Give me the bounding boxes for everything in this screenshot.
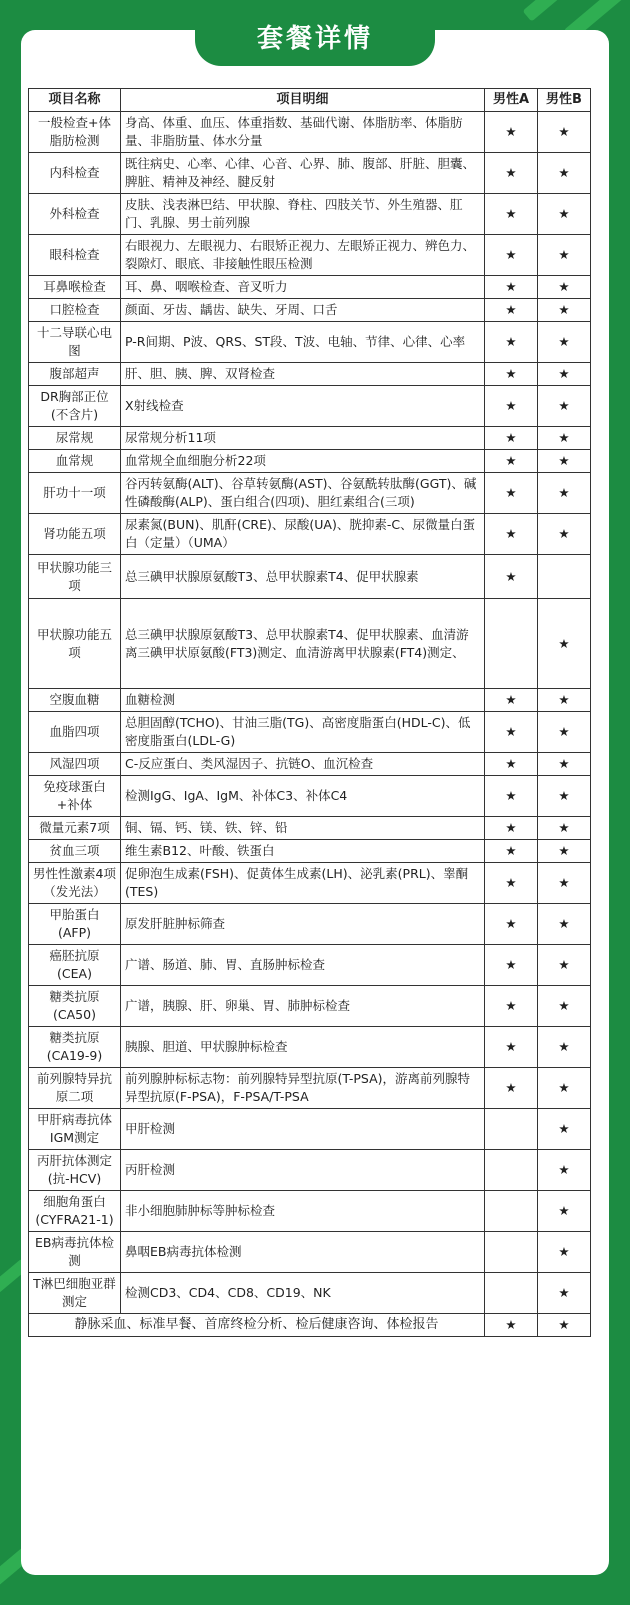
mark-male-b: ★ [538, 153, 591, 194]
mark-male-a: ★ [485, 817, 538, 840]
item-detail: 非小细胞肺肿标等肿标检查 [121, 1191, 485, 1232]
item-detail: 广谱、肠道、肺、胃、直肠肿标检查 [121, 945, 485, 986]
mark-male-b: ★ [538, 235, 591, 276]
table-row [29, 1150, 591, 1191]
table-row [29, 450, 591, 473]
mark-male-b: ★ [538, 1273, 591, 1314]
item-name: 血常规 [29, 450, 121, 473]
item-detail: 耳、鼻、咽喉检查、音叉听力 [121, 276, 485, 299]
item-name: 微量元素7项 [29, 817, 121, 840]
mark-male-a: ★ [485, 194, 538, 235]
item-detail: 鼻咽EB病毒抗体检测 [121, 1232, 485, 1273]
item-detail: 原发肝脏肿标筛查 [121, 904, 485, 945]
mark-male-b: ★ [538, 363, 591, 386]
item-name: 尿常规 [29, 427, 121, 450]
item-name: 男性性激素4项（发光法） [29, 863, 121, 904]
banner-notch-right [435, 12, 449, 26]
mark-male-a: ★ [485, 386, 538, 427]
item-detail: C-反应蛋白、类风湿因子、抗链O、血沉检查 [121, 753, 485, 776]
table-row [29, 514, 591, 555]
item-name: 贫血三项 [29, 840, 121, 863]
item-name: 甲胎蛋白(AFP) [29, 904, 121, 945]
mark-male-b: ★ [538, 1109, 591, 1150]
mark-male-a: ★ [485, 450, 538, 473]
table-row [29, 235, 591, 276]
mark-male-a: ★ [485, 276, 538, 299]
item-name: 甲肝病毒抗体IGM测定 [29, 1109, 121, 1150]
table-row [29, 194, 591, 235]
mark-male-a: ★ [485, 427, 538, 450]
item-name: 十二导联心电图 [29, 322, 121, 363]
table-row [29, 776, 591, 817]
mark-male-a: ★ [485, 514, 538, 555]
item-detail: 肝、胆、胰、脾、双肾检查 [121, 363, 485, 386]
mark-male-b: ★ [538, 712, 591, 753]
item-name: 内科检查 [29, 153, 121, 194]
table-row [29, 1191, 591, 1232]
mark-male-a: ★ [485, 235, 538, 276]
item-name: 外科检查 [29, 194, 121, 235]
table-body [29, 112, 591, 1314]
mark-male-b: ★ [538, 817, 591, 840]
mark-male-a: ★ [485, 712, 538, 753]
item-detail: 前列腺肿标标志物：前列腺特异型抗原(T-PSA)，游离前列腺特异型抗原(F-PSA)，F-PSA/T-PSA [121, 1068, 485, 1109]
table-row [29, 322, 591, 363]
item-detail: P-R间期、P波、QRS、ST段、T波、电轴、节律、心律、心率 [121, 322, 485, 363]
table-row [29, 840, 591, 863]
item-detail: 促卵泡生成素(FSH)、促黄体生成素(LH)、泌乳素(PRL)、睾酮(TES) [121, 863, 485, 904]
item-detail: 颜面、牙齿、龋齿、缺失、牙周、口舌 [121, 299, 485, 322]
item-name: 耳鼻喉检查 [29, 276, 121, 299]
item-name: 一般检查+体脂肪检测 [29, 112, 121, 153]
item-name: 丙肝抗体测定(抗-HCV) [29, 1150, 121, 1191]
table-row [29, 599, 591, 689]
table-row [29, 427, 591, 450]
col-header-male-a: 男性A [485, 89, 538, 112]
table-row [29, 363, 591, 386]
mark-male-a [485, 1109, 538, 1150]
mark-male-a: ★ [485, 1027, 538, 1068]
item-name: 风湿四项 [29, 753, 121, 776]
mark-male-a [485, 1273, 538, 1314]
mark-male-b: ★ [538, 386, 591, 427]
item-detail: 检测CD3、CD4、CD8、CD19、NK [121, 1273, 485, 1314]
col-header-name: 项目名称 [29, 89, 121, 112]
item-detail: 皮肤、浅表淋巴结、甲状腺、脊柱、四肢关节、外生殖器、肛门、乳腺、男士前列腺 [121, 194, 485, 235]
mark-male-b: ★ [538, 986, 591, 1027]
item-name: 口腔检查 [29, 299, 121, 322]
mark-male-a: ★ [485, 776, 538, 817]
mark-male-b: ★ [538, 112, 591, 153]
table-row [29, 712, 591, 753]
table-row [29, 817, 591, 840]
item-detail: 丙肝检测 [121, 1150, 485, 1191]
footer-services-label: 静脉采血、标准早餐、首席终检分析、检后健康咨询、体检报告 [29, 1314, 485, 1337]
mark-male-b: ★ [538, 945, 591, 986]
mark-male-b: ★ [538, 1027, 591, 1068]
item-name: 肝功十一项 [29, 473, 121, 514]
mark-male-a: ★ [485, 840, 538, 863]
mark-male-b: ★ [538, 840, 591, 863]
item-name: 血脂四项 [29, 712, 121, 753]
table-row [29, 153, 591, 194]
mark-male-a [485, 599, 538, 689]
mark-male-b: ★ [538, 322, 591, 363]
table-row [29, 689, 591, 712]
mark-male-a [485, 1150, 538, 1191]
mark-male-a: ★ [485, 689, 538, 712]
item-name: 免疫球蛋白+补体 [29, 776, 121, 817]
item-detail: 尿素氮(BUN)、肌酐(CRE)、尿酸(UA)、胱抑素-C、尿微量白蛋白（定量）（UMA） [121, 514, 485, 555]
mark-male-b: ★ [538, 776, 591, 817]
item-name: 前列腺特异抗原二项 [29, 1068, 121, 1109]
item-detail: 身高、体重、血压、体重指数、基础代谢、体脂肪率、体脂肪量、非脂肪量、体水分量 [121, 112, 485, 153]
table-row [29, 112, 591, 153]
item-detail: X射线检查 [121, 386, 485, 427]
mark-male-a: ★ [485, 153, 538, 194]
table-row [29, 555, 591, 599]
mark-male-b: ★ [538, 1150, 591, 1191]
page-title: 套餐详情 [195, 12, 435, 66]
item-detail: 甲肝检测 [121, 1109, 485, 1150]
mark-male-a: ★ [485, 986, 538, 1027]
table-row [29, 1068, 591, 1109]
table-row [29, 473, 591, 514]
table-row [29, 863, 591, 904]
item-detail: 血常规全血细胞分析22项 [121, 450, 485, 473]
item-detail: 胰腺、胆道、甲状腺肿标检查 [121, 1027, 485, 1068]
decorative-stripe [523, 0, 578, 22]
table-row [29, 1232, 591, 1273]
mark-male-a: ★ [485, 1068, 538, 1109]
table-row [29, 753, 591, 776]
table-row [29, 1027, 591, 1068]
item-name: 空腹血糖 [29, 689, 121, 712]
item-detail: 检测IgG、IgA、IgM、补体C3、补体C4 [121, 776, 485, 817]
mark-male-a: ★ [485, 753, 538, 776]
mark-male-a [485, 1191, 538, 1232]
table-row [29, 986, 591, 1027]
item-detail: 总胆固醇(TCHO)、甘油三脂(TG)、高密度脂蛋白(HDL-C)、低密度脂蛋白(LDL-G) [121, 712, 485, 753]
mark-male-b: ★ [538, 299, 591, 322]
table-row [29, 904, 591, 945]
item-name: 糖类抗原(CA19-9) [29, 1027, 121, 1068]
item-name: DR胸部正位(不含片) [29, 386, 121, 427]
mark-male-b: ★ [538, 1232, 591, 1273]
item-detail: 血糖检测 [121, 689, 485, 712]
item-name: EB病毒抗体检测 [29, 1232, 121, 1273]
mark-male-a: ★ [485, 322, 538, 363]
mark-male-b: ★ [538, 473, 591, 514]
table-header-row [29, 89, 591, 112]
mark-male-b: ★ [538, 599, 591, 689]
col-header-detail: 项目明细 [121, 89, 485, 112]
item-detail: 广谱，胰腺、肝、卵巢、胃、肺肿标检查 [121, 986, 485, 1027]
item-name: 癌胚抗原(CEA) [29, 945, 121, 986]
mark-male-b: ★ [538, 863, 591, 904]
item-name: T淋巴细胞亚群测定 [29, 1273, 121, 1314]
mark-male-b: ★ [538, 514, 591, 555]
table-row [29, 299, 591, 322]
mark-male-b: ★ [538, 1068, 591, 1109]
item-name: 甲状腺功能五项 [29, 599, 121, 689]
item-detail: 总三碘甲状腺原氨酸T3、总甲状腺素T4、促甲状腺素 [121, 555, 485, 599]
mark-male-b: ★ [538, 450, 591, 473]
mark-male-a [485, 1232, 538, 1273]
item-name: 细胞角蛋白(CYFRA21-1) [29, 1191, 121, 1232]
mark-male-a: ★ [485, 945, 538, 986]
mark-male-b: ★ [538, 753, 591, 776]
mark-male-a: ★ [485, 299, 538, 322]
mark-male-a: ★ [485, 363, 538, 386]
mark-male-b: ★ [538, 276, 591, 299]
item-name: 甲状腺功能三项 [29, 555, 121, 599]
mark-male-a: ★ [485, 555, 538, 599]
table-row [29, 1109, 591, 1150]
table-row [29, 1273, 591, 1314]
mark-male-b: ★ [538, 689, 591, 712]
package-table [28, 88, 591, 1337]
mark-male-b: ★ [538, 1191, 591, 1232]
mark-male-a: ★ [485, 904, 538, 945]
item-name: 眼科检查 [29, 235, 121, 276]
mark-male-a: ★ [485, 863, 538, 904]
table-row [29, 386, 591, 427]
table-row [29, 276, 591, 299]
mark-male-a: ★ [485, 473, 538, 514]
item-detail: 既往病史、心率、心律、心音、心界、肺、腹部、肝脏、胆囊、脾脏、精神及神经、腱反射 [121, 153, 485, 194]
item-detail: 维生素B12、叶酸、铁蛋白 [121, 840, 485, 863]
mark-male-a: ★ [485, 112, 538, 153]
mark-male-b: ★ [538, 427, 591, 450]
col-header-male-b: 男性B [538, 89, 591, 112]
table-footer-row [29, 1314, 591, 1337]
footer-mark-male-a: ★ [485, 1314, 538, 1337]
item-name: 肾功能五项 [29, 514, 121, 555]
item-detail: 右眼视力、左眼视力、右眼矫正视力、左眼矫正视力、辨色力、裂隙灯、眼底、非接触性眼压检测 [121, 235, 485, 276]
mark-male-b: ★ [538, 194, 591, 235]
banner-notch-left [181, 12, 195, 26]
table-row [29, 945, 591, 986]
item-detail: 总三碘甲状腺原氨酸T3、总甲状腺素T4、促甲状腺素、血清游离三碘甲状原氨酸(FT3)测定、血清游离甲状腺素(FT4)测定、 [121, 599, 485, 689]
mark-male-b: ★ [538, 904, 591, 945]
item-detail: 铜、镉、钙、镁、铁、锌、铅 [121, 817, 485, 840]
item-name: 腹部超声 [29, 363, 121, 386]
footer-mark-male-b: ★ [538, 1314, 591, 1337]
mark-male-b [538, 555, 591, 599]
item-detail: 谷丙转氨酶(ALT)、谷草转氨酶(AST)、谷氨酰转肽酶(GGT)、碱性磷酸酶(ALP)、蛋白组合(四项)、胆红素组合(三项) [121, 473, 485, 514]
item-detail: 尿常规分析11项 [121, 427, 485, 450]
item-name: 糖类抗原(CA50) [29, 986, 121, 1027]
